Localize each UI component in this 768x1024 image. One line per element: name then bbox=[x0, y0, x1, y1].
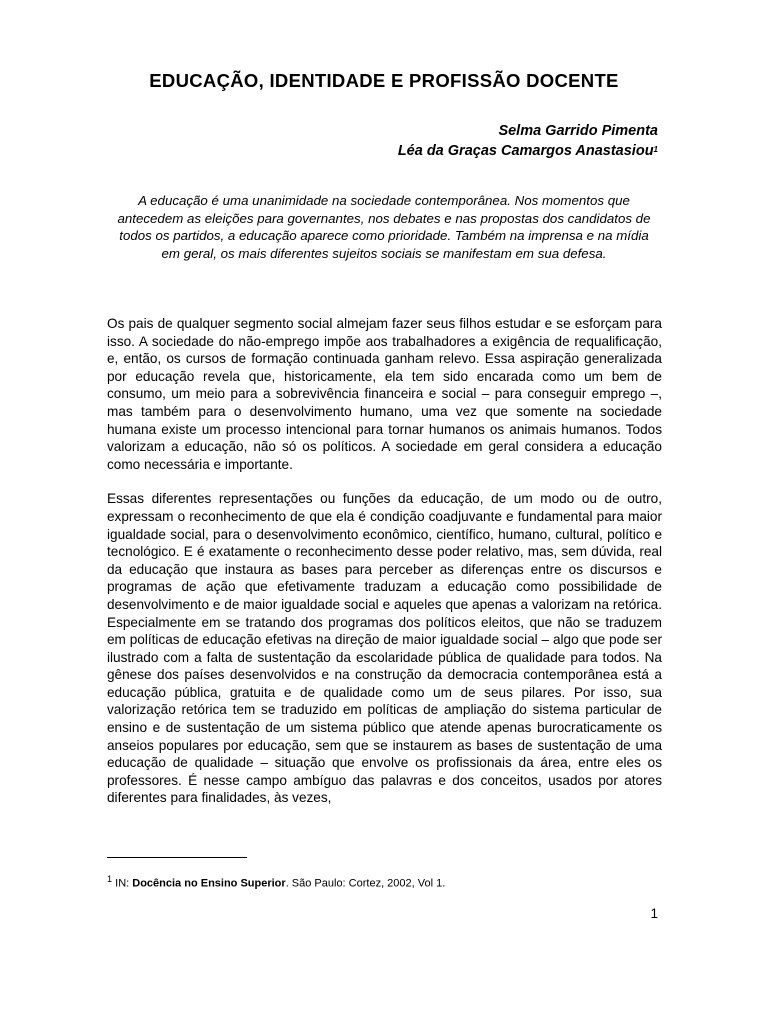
footnote-marker: 1 bbox=[653, 145, 658, 154]
author-name-line bbox=[398, 141, 658, 161]
author-block bbox=[398, 121, 658, 161]
paragraph: Essas diferentes representações ou funções da educação, de um modo ou de outro, expressam o reconhecimento de que ela é condição coadjuvante e fundamental para maior igualdade social, para o desenvolvimento econômico, científico, humano, cultural, político e tecnológico. E é exatamente o reconhecimento desse poder relativo, mas, sem dúvida, real da educação que instaura as bases para perceber as diferenças entre os discursos e programas de ação que efetivamente traduzam a educação como possibilidade de desenvolvimento e de maior igualdade social e aqueles que apenas a valorizam na retórica. Especialmente em se tratando dos programas dos políticos eleitos, que não se traduzem em políticas de educação efetivas na direção de maior igualdade social – algo que pode ser ilustrado com a falta de sustentação da escolaridade pública de qualidade para todos. Na gênese dos países desenvolvidos e na construção da democracia contemporânea está a educação pública, gratuita e de qualidade como um de seus pilares. Por isso, sua valorização retórica tem se traduzido em políticas de ampliação do sistema particular de ensino e de sustentação de um sistema público que atende apenas burocraticamente os anseios populares por educação, sem que se instaurem as bases de sustentação de uma educação de qualidade – situação que envolve os profissionais da área, entre eles os professores. É nesse campo ambíguo das palavras e dos conceitos, usados por atores diferentes para finalidades, às vezes, bbox=[107, 491, 662, 806]
document-title: EDUCAÇÃO, IDENTIDADE E PROFISSÃO DOCENTE bbox=[149, 70, 619, 91]
footnote-citation: . São Paulo: Cortez, 2002, Vol 1. bbox=[285, 877, 446, 890]
paragraph: Os pais de qualquer segmento social almejam fazer seus filhos estudar e se esforçam para isso. A sociedade do não-emprego impõe aos trabalhadores a exigência de requalificação, e, então, os cursos de formação continuada ganham relevo. Essa aspiração generalizada por educação revela que, historicamente, ela tem sido encarada como um bem de consumo, um meio para a sobrevivência financeira e social – para conseguir emprego –, mas também para o desenvolvimento humano, uma vez que somente na sociedade humana existe um processo intencional para tornar humanos os animais humanos. Todos valorizam a educação, não só os políticos. A sociedade em geral considera a educação como necessária e importante. bbox=[107, 316, 662, 472]
footnote-number: 1 bbox=[107, 874, 113, 884]
footnote-separator bbox=[107, 857, 247, 858]
footnote-prefix: IN: bbox=[112, 877, 133, 890]
author-name: Léa da Graças Camargos Anastasiou bbox=[397, 143, 654, 159]
body-text bbox=[107, 315, 662, 824]
abstract: A educação é uma unanimidade na sociedade contemporânea. Nos momentos que antecedem as eleições para governantes, nos debates e nas propostas dos candidatos de todos os partidos, a educação aparece como prioridade. Também na imprensa e na mídia em geral, os mais diferentes sujeitos sociais se manifestam em sua defesa. bbox=[117, 193, 651, 261]
footnote bbox=[107, 874, 445, 890]
page-number: 1 bbox=[650, 906, 658, 921]
author-name: Selma Garrido Pimenta bbox=[498, 123, 658, 139]
footnote-book-title: Docência no Ensino Superior bbox=[132, 877, 286, 890]
